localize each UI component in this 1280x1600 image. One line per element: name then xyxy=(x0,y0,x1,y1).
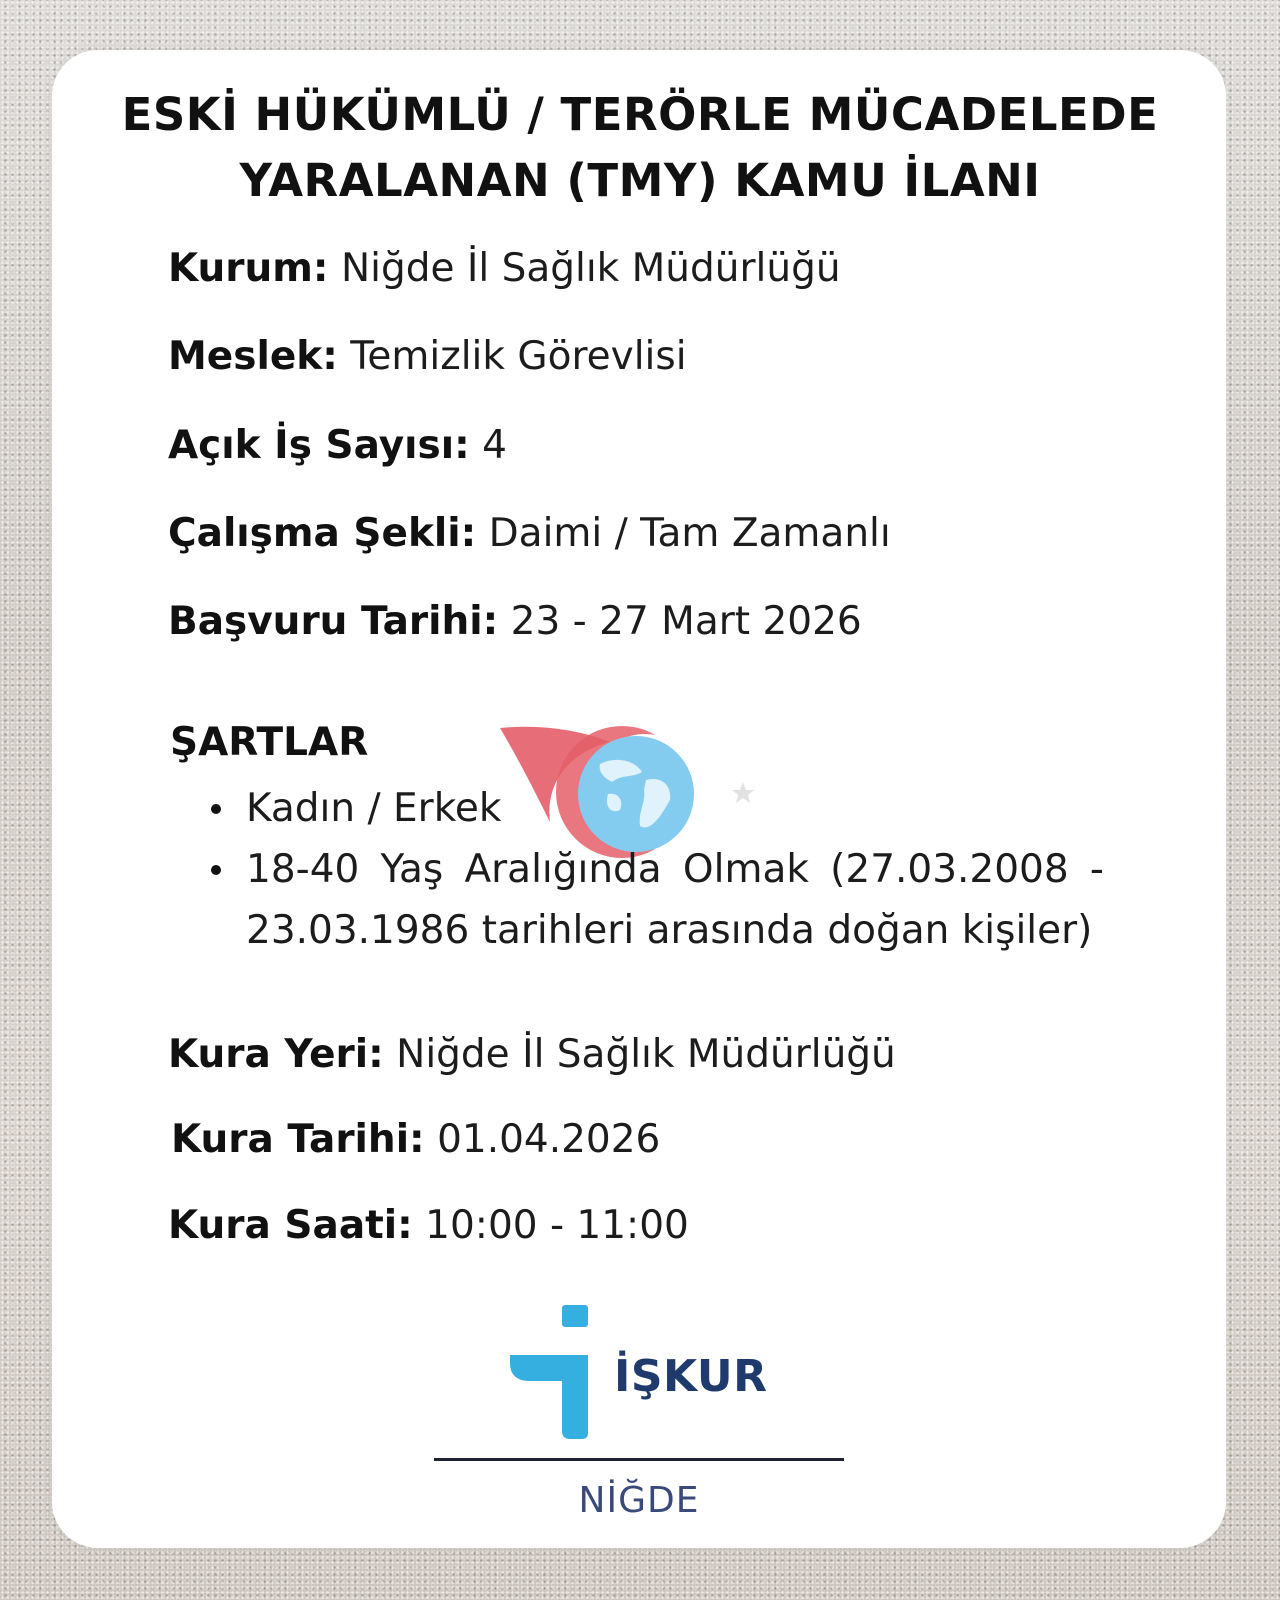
field-kura-tarihi xyxy=(171,1115,660,1165)
iskur-logo-icon xyxy=(510,1305,596,1439)
field-value: Daimi / Tam Zamanlı xyxy=(488,511,891,556)
field-value: 23 - 27 Mart 2026 xyxy=(510,599,862,644)
sartlar-list xyxy=(208,778,1104,961)
bullet-icon xyxy=(211,865,221,875)
footer-divider xyxy=(434,1458,844,1461)
field-meslek xyxy=(168,332,687,382)
field-kura-saati xyxy=(168,1201,689,1251)
field-calisma-sekli xyxy=(168,509,891,559)
list-item xyxy=(208,778,1104,839)
iskur-logo-text: İŞKUR xyxy=(614,1351,768,1402)
field-kurum xyxy=(168,244,841,294)
field-label: Kura Tarihi: xyxy=(171,1117,425,1162)
field-acik-is-sayisi xyxy=(168,421,507,471)
field-label: Başvuru Tarihi: xyxy=(168,599,499,644)
bullet-icon xyxy=(211,804,221,814)
sartlar-heading: ŞARTLAR xyxy=(170,720,369,765)
field-label: Çalışma Şekli: xyxy=(168,511,477,556)
field-value: Niğde İl Sağlık Müdürlüğü xyxy=(340,246,841,291)
field-value: Niğde İl Sağlık Müdürlüğü xyxy=(396,1032,896,1077)
list-item-text: Kadın / Erkek xyxy=(246,786,502,831)
field-label: Kura Yeri: xyxy=(168,1032,384,1077)
city-label: NİĞDE xyxy=(578,1480,700,1521)
field-value: Temizlik Görevlisi xyxy=(350,334,687,379)
page-title xyxy=(0,82,1280,214)
field-label: Kura Saati: xyxy=(168,1203,413,1248)
field-kura-yeri xyxy=(168,1030,896,1080)
field-label: Kurum: xyxy=(168,246,329,291)
title-line-1: ESKİ HÜKÜMLÜ / TERÖRLE MÜCADELEDE xyxy=(121,88,1159,141)
field-value: 4 xyxy=(482,423,507,468)
title-line-2: YARALANAN (TMY) KAMU İLANI xyxy=(239,154,1041,207)
field-label: Açık İş Sayısı: xyxy=(168,423,470,468)
list-item xyxy=(208,839,1104,961)
field-value: 10:00 - 11:00 xyxy=(425,1203,689,1248)
list-item-text: 18-40 Yaş Aralığında Olmak (27.03.2008 - 23.03.1986 tarihleri arasında doğan kişiler) xyxy=(246,847,1104,953)
field-basvuru-tarihi xyxy=(168,597,862,647)
field-label: Meslek: xyxy=(168,334,338,379)
field-value: 01.04.2026 xyxy=(437,1117,661,1162)
